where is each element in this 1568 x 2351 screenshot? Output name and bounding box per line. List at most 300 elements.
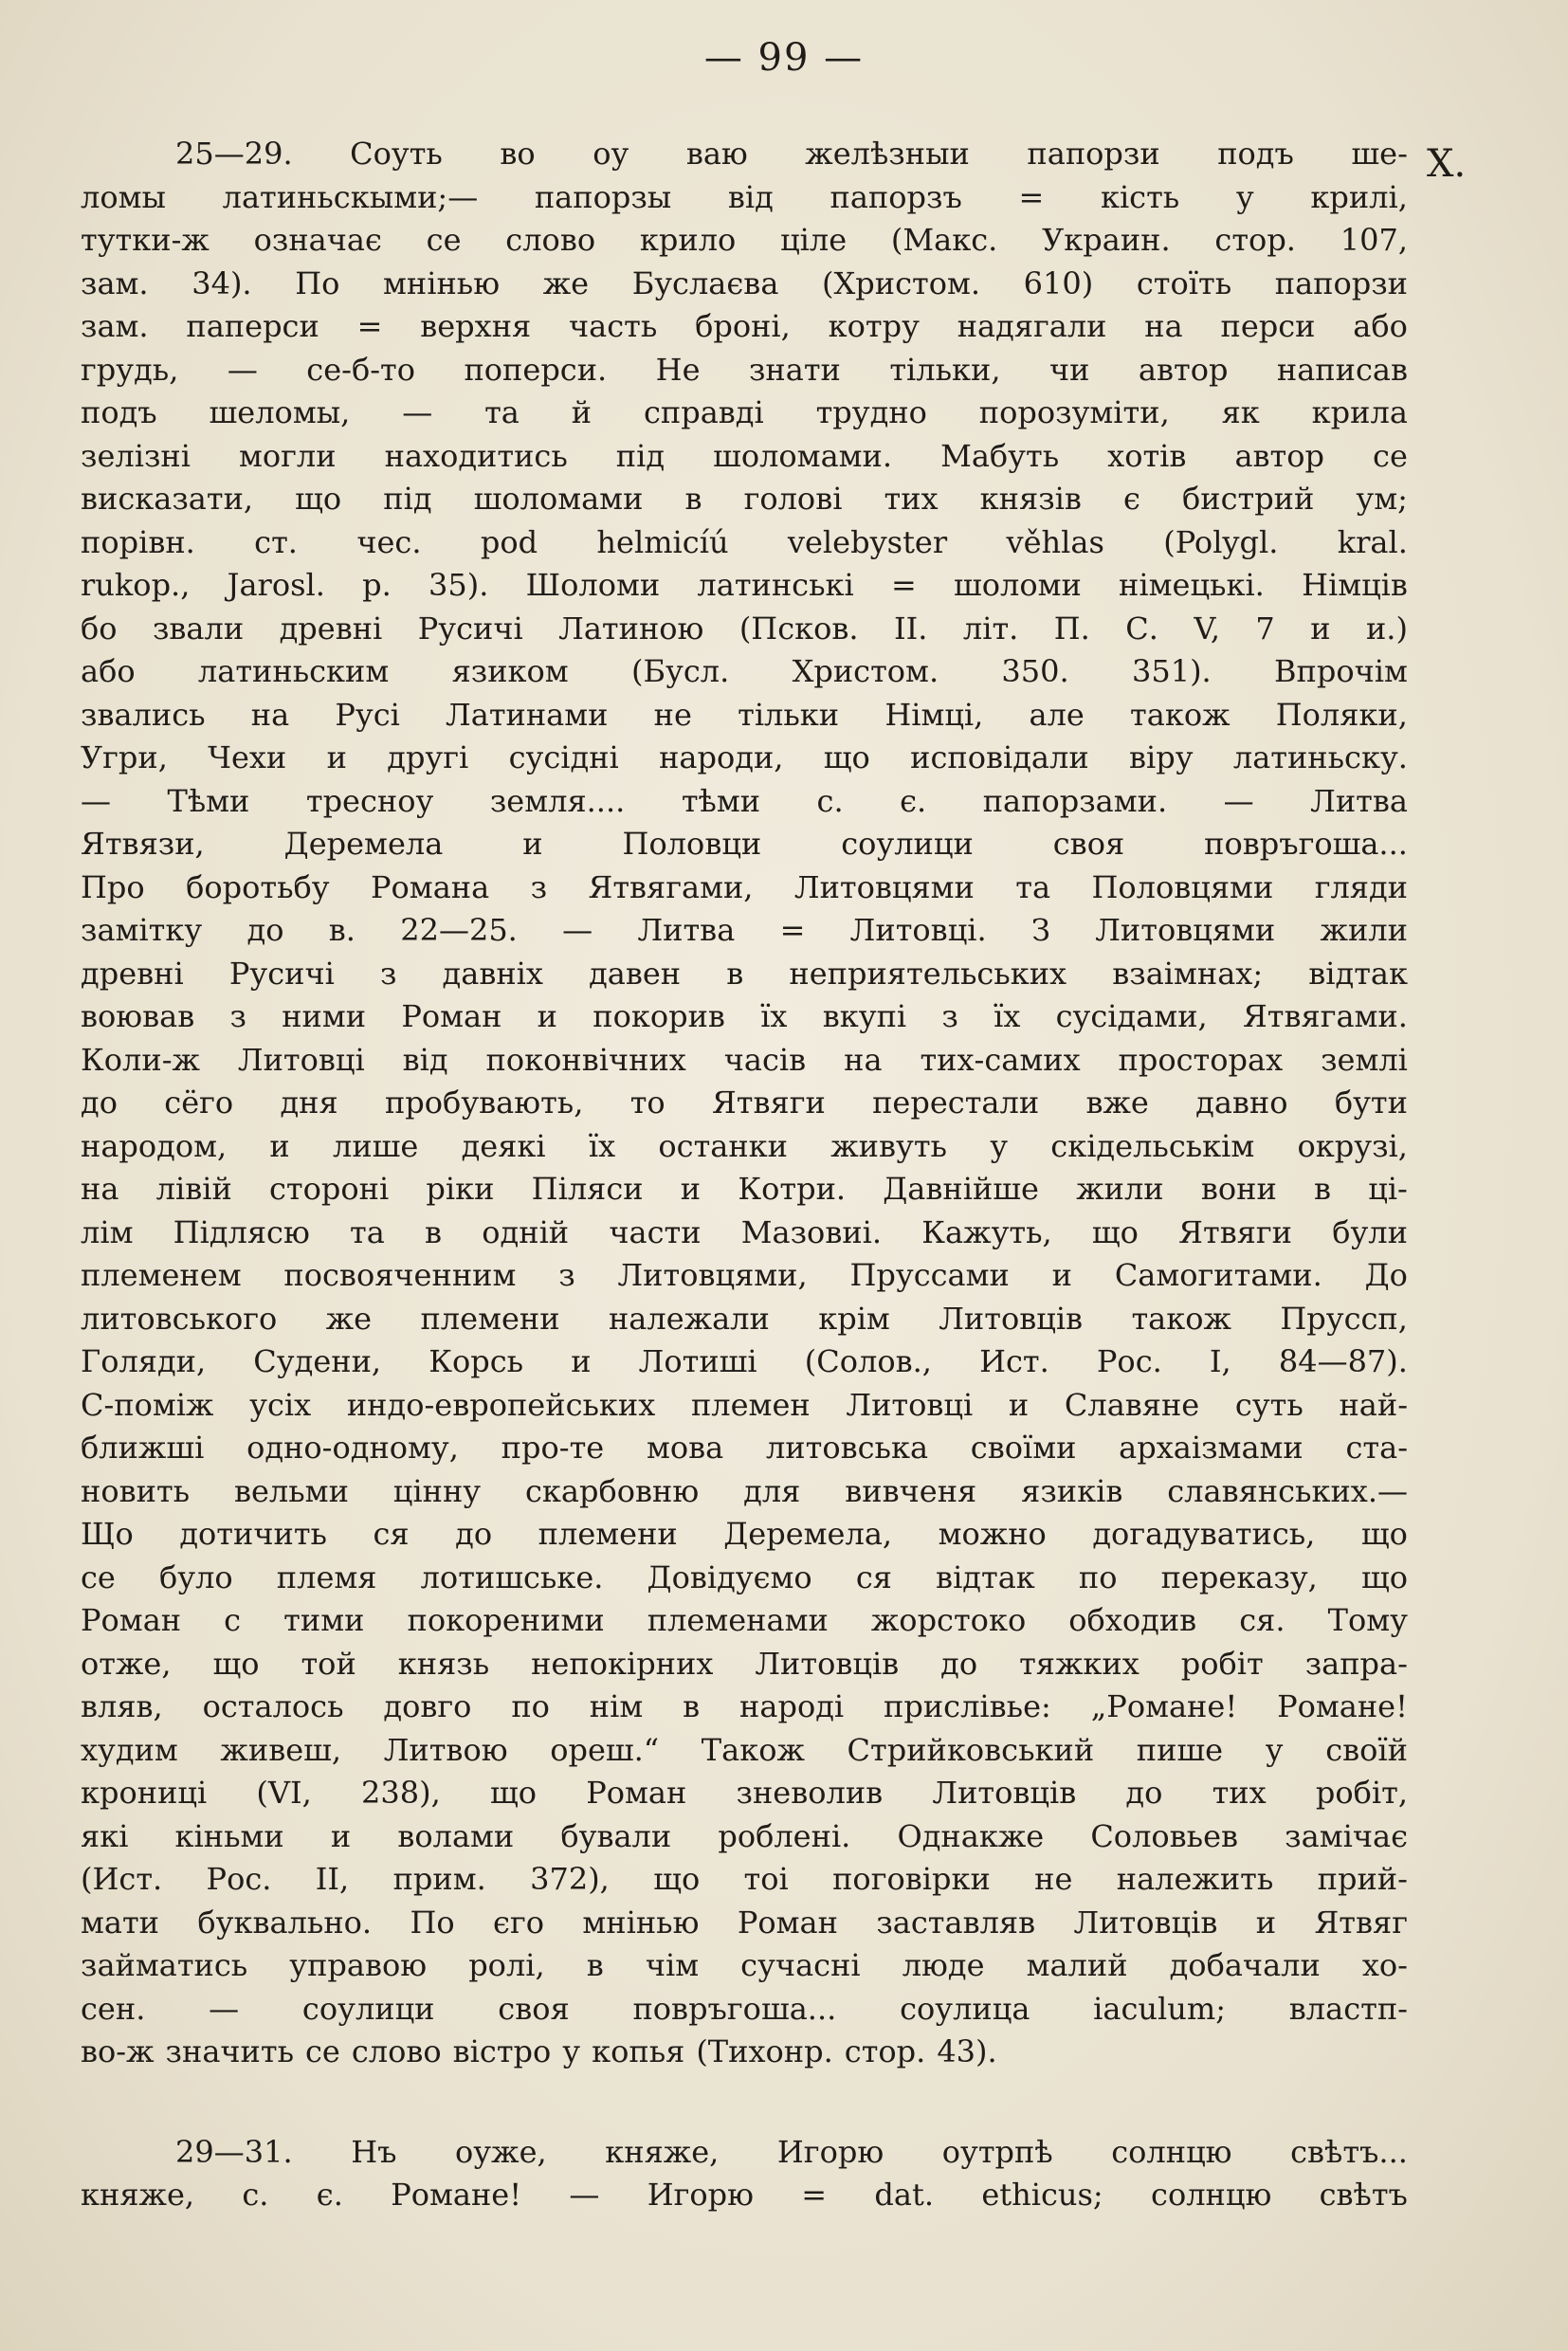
word: покореними	[407, 1602, 605, 1638]
word: По	[410, 1904, 455, 1941]
word: и	[1008, 1386, 1030, 1423]
word: кіньми	[174, 1817, 284, 1854]
word: своя	[1052, 826, 1125, 862]
text-line	[81, 136, 1408, 179]
word: подъ	[81, 394, 157, 430]
text-line	[81, 1171, 1408, 1214]
word: 238),	[361, 1775, 441, 1811]
word: věhlas	[1006, 523, 1104, 560]
word: I,	[1209, 1343, 1231, 1379]
text-line	[81, 826, 1408, 869]
word: Литовці	[237, 1041, 365, 1078]
word: желѣзныи	[805, 136, 970, 172]
word: Однакже	[897, 1817, 1045, 1854]
word: Буслаєва	[631, 264, 779, 301]
word: окрузі,	[1297, 1127, 1408, 1164]
word: бистрий	[1181, 481, 1315, 517]
word: во	[500, 136, 536, 172]
word: усіх	[249, 1386, 312, 1423]
word: Литовців	[1073, 1904, 1218, 1941]
word: паперси	[186, 308, 319, 344]
word: ethicus;	[981, 2177, 1103, 2213]
word: Мабуть	[940, 437, 1060, 474]
word: сучасні	[740, 1947, 861, 1983]
word: племени	[420, 1300, 560, 1337]
word: скідельськім	[1050, 1127, 1255, 1164]
word: Тѣми	[167, 782, 250, 819]
word: живеш,	[220, 1731, 342, 1768]
word: (Солов.,	[804, 1343, 932, 1379]
text-line	[81, 1516, 1408, 1559]
word: Лотиші	[638, 1343, 757, 1379]
word: helmicíú	[596, 523, 729, 560]
word: тѣми	[681, 782, 761, 819]
word: Литовці.	[849, 912, 987, 948]
word: вже	[1085, 1084, 1149, 1121]
word: (Polygl.	[1163, 523, 1279, 560]
word: и	[330, 1817, 352, 1854]
text-line	[81, 1042, 1408, 1085]
word: управою	[289, 1947, 428, 1983]
word: властп-	[1288, 1990, 1408, 2027]
word: Литовцями	[793, 868, 975, 905]
word: мати	[81, 1904, 159, 1941]
word: той	[301, 1645, 356, 1682]
word: але	[1029, 696, 1085, 733]
word: слово	[351, 2033, 442, 2069]
text-line	[81, 1301, 1408, 1344]
word: (Макс.	[890, 222, 998, 258]
word: Довідуємо	[647, 1558, 812, 1595]
word: не	[1034, 1861, 1073, 1897]
word: вляв,	[81, 1688, 163, 1724]
word: у	[990, 1127, 1009, 1164]
word: Рос.	[206, 1861, 272, 1897]
word: солнцю	[1111, 2133, 1232, 2170]
word: соулици	[841, 826, 974, 862]
text-line	[81, 739, 1408, 783]
word: племени	[538, 1516, 678, 1552]
word: II,	[315, 1861, 350, 1897]
word: робіт,	[1315, 1775, 1408, 1811]
word: що	[212, 1645, 260, 1682]
word: князь	[397, 1645, 490, 1682]
text-line	[81, 308, 1408, 352]
word: осталось	[202, 1688, 344, 1724]
word: „Романе!	[1090, 1688, 1238, 1724]
word: хо-	[1361, 1947, 1408, 1983]
word: що	[1360, 1516, 1408, 1552]
word: одній	[482, 1213, 570, 1250]
text-line	[81, 1214, 1408, 1258]
word: (Бусл.	[631, 653, 730, 689]
word: другі	[387, 739, 469, 775]
word: або	[1353, 308, 1408, 344]
text-line	[81, 2177, 1408, 2220]
word: ролі,	[468, 1947, 545, 1983]
word: исповідали	[910, 739, 1089, 775]
word: переказу,	[1160, 1558, 1318, 1595]
word: velebyster	[787, 523, 948, 560]
word: соулици	[301, 1990, 435, 2027]
word: їх	[760, 998, 788, 1034]
word: як	[1221, 394, 1260, 430]
word: скарбовню	[525, 1472, 700, 1509]
word: нім	[589, 1688, 644, 1724]
word: Литовцями,	[617, 1257, 808, 1293]
page-number: — 99 —	[703, 36, 865, 80]
text-line	[81, 697, 1408, 740]
word: дня	[280, 1084, 338, 1121]
text-line	[81, 1991, 1408, 2034]
word: Jarosl.	[227, 567, 325, 603]
word: Роман	[737, 1904, 838, 1941]
word: 35).	[428, 567, 489, 603]
text-line	[81, 352, 1408, 395]
text-line	[81, 653, 1408, 697]
word: Латиною	[558, 610, 704, 647]
word: и	[269, 1127, 290, 1164]
text-line	[81, 2134, 1408, 2178]
word: народі	[739, 1688, 845, 1724]
word: з	[379, 955, 397, 992]
word: славянських.—	[1167, 1472, 1408, 1509]
text-line	[81, 481, 1408, 524]
word: находитись	[384, 437, 568, 474]
text-line	[81, 394, 1408, 438]
word: тими	[283, 1602, 365, 1638]
word: —	[1223, 782, 1254, 819]
word: с.	[242, 2177, 269, 2213]
word: голові	[743, 481, 843, 517]
word: древні	[279, 610, 383, 647]
word: племя	[276, 1558, 377, 1595]
word: або	[81, 653, 136, 689]
word: 43).	[937, 2033, 997, 2069]
word: висказати,	[81, 481, 254, 517]
word: ріки	[426, 1171, 495, 1207]
word: латиньску.	[1232, 739, 1408, 775]
word: ше-	[1351, 136, 1408, 172]
word: Ятвязи,	[81, 826, 205, 862]
word: dat.	[874, 2177, 935, 2213]
word: латиньскыми;—	[222, 178, 479, 215]
word: можно	[938, 1516, 1047, 1552]
word: ціле	[780, 222, 848, 258]
word: жили	[1076, 1171, 1164, 1207]
word: —	[402, 394, 433, 430]
word: же	[542, 264, 590, 301]
word: тих	[1212, 1775, 1267, 1811]
word: чес.	[356, 523, 422, 560]
word: що	[823, 739, 870, 775]
word: ломы	[81, 178, 166, 215]
word: що	[1091, 1213, 1139, 1250]
word: С.	[1125, 610, 1158, 647]
word: Романе!	[1277, 1688, 1408, 1724]
text-line	[81, 179, 1408, 223]
word: шоломи	[954, 567, 1082, 603]
word: в	[1313, 1171, 1331, 1207]
word: П.	[1053, 610, 1090, 647]
word: означає	[253, 222, 382, 258]
word: Кажуть,	[921, 1213, 1052, 1250]
word: в	[425, 1213, 443, 1250]
word: Литовці	[846, 1386, 974, 1423]
word: Соуть	[350, 136, 443, 172]
word: народом,	[81, 1127, 228, 1164]
text-line	[81, 1646, 1408, 1689]
word: Шоломи	[525, 567, 661, 603]
word: які	[81, 1817, 129, 1854]
word: тоі	[743, 1861, 789, 1897]
word: Украин.	[1042, 222, 1171, 258]
word: Соловьев	[1090, 1817, 1239, 1854]
word: 351).	[1131, 653, 1212, 689]
word: сёго	[164, 1084, 234, 1121]
word: =	[801, 2177, 828, 2213]
word: ста-	[1345, 1430, 1408, 1466]
word: худим	[81, 1731, 178, 1768]
word: сен.	[81, 1990, 146, 2027]
word: крило	[639, 222, 737, 258]
word: запра-	[1304, 1645, 1408, 1682]
word: та	[350, 1213, 385, 1250]
word: шеломы,	[209, 394, 351, 430]
word: С-поміж	[81, 1386, 214, 1423]
word: латиньским	[197, 653, 390, 689]
word: Мазовиі.	[740, 1213, 883, 1250]
word: индо-европейських	[346, 1386, 656, 1423]
word: ореш.“	[550, 1731, 660, 1768]
word: ними	[282, 998, 367, 1034]
word: и	[326, 739, 347, 775]
word: належить	[1116, 1861, 1274, 1897]
word: обходив	[1068, 1602, 1197, 1638]
word: мнінью	[582, 1904, 700, 1941]
word: автор	[1234, 437, 1324, 474]
word: се	[81, 1558, 116, 1595]
word: Ятвяг	[1314, 1904, 1408, 1941]
word: у	[562, 2033, 581, 2069]
word: давен	[589, 955, 682, 992]
word: також	[1131, 1300, 1231, 1337]
word: iaculum;	[1093, 1990, 1226, 2027]
word: Чехи	[208, 739, 287, 775]
word: буквально.	[197, 1904, 373, 1941]
word: мнінью	[383, 264, 501, 301]
word: З	[1030, 912, 1050, 948]
word: и	[522, 826, 543, 862]
word: племенами	[647, 1602, 829, 1638]
word: мова	[646, 1430, 724, 1466]
word: 84—87).	[1278, 1343, 1408, 1379]
word: слово	[505, 222, 596, 258]
word: Давнійше	[883, 1171, 1039, 1207]
word: 350.	[1001, 653, 1069, 689]
word: тих	[884, 481, 939, 517]
word: и	[1255, 1904, 1277, 1941]
word: Роман	[401, 998, 502, 1034]
word: непокірних	[531, 1645, 714, 1682]
word: архаізмами	[1119, 1430, 1304, 1466]
word: и	[537, 998, 557, 1034]
text-line	[81, 222, 1408, 265]
word: воював	[81, 998, 195, 1034]
word: папорзи	[1274, 264, 1408, 301]
word: земля....	[489, 782, 626, 819]
word: =	[1018, 178, 1045, 215]
text-line	[81, 1861, 1408, 1904]
text-line	[81, 1084, 1408, 1128]
text-line	[81, 1732, 1408, 1776]
text-line	[81, 567, 1408, 611]
text-line	[81, 956, 1408, 999]
word: написав	[1276, 351, 1408, 388]
word: литовська	[765, 1430, 929, 1466]
word: се-б-то	[306, 351, 415, 388]
word: же	[325, 1300, 373, 1337]
word: лише	[332, 1127, 419, 1164]
word: 610)	[1023, 264, 1094, 301]
word: и	[1051, 1257, 1072, 1293]
paragraph-gap	[81, 2077, 1408, 2134]
margin-mark: X.	[1427, 142, 1467, 186]
word: пробувають,	[384, 1084, 584, 1121]
word: папорзами.	[982, 782, 1168, 819]
word: папорзъ	[830, 178, 962, 215]
word: —	[562, 912, 593, 948]
word: V,	[1194, 610, 1220, 647]
word: Славяне	[1064, 1386, 1200, 1423]
word: —	[227, 351, 258, 388]
word: цінну	[392, 1472, 482, 1509]
text-line	[81, 524, 1408, 568]
word: Русичі	[417, 610, 523, 647]
text-line	[81, 265, 1408, 309]
word: Христом.	[792, 653, 939, 689]
word: дотичить	[179, 1516, 327, 1552]
word: поговірки	[832, 1861, 991, 1897]
word: се	[305, 2033, 340, 2069]
word: віру	[1128, 739, 1194, 775]
word: Пруссами	[849, 1257, 1010, 1293]
word: німецькі.	[1119, 567, 1265, 603]
word: на	[250, 696, 290, 733]
word: ваю	[685, 136, 748, 172]
word: крониці	[81, 1775, 208, 1811]
word: с.	[816, 782, 844, 819]
word: ся	[855, 1558, 892, 1595]
word: не	[653, 696, 692, 733]
word: сусідами,	[1055, 998, 1208, 1034]
word: перестали	[872, 1084, 1040, 1121]
word: що	[653, 1861, 701, 1897]
word: ся.	[1239, 1602, 1285, 1638]
word: крила	[1311, 394, 1408, 430]
word: звали	[152, 610, 245, 647]
text-line	[81, 783, 1408, 827]
word: kral.	[1337, 523, 1408, 560]
word: порозуміти,	[978, 394, 1170, 430]
word: лівій	[155, 1171, 232, 1207]
word: =	[356, 308, 383, 344]
text-line	[81, 1387, 1408, 1431]
word: —	[81, 782, 111, 819]
word: замічає	[1285, 1817, 1408, 1854]
word: відтак	[936, 1558, 1035, 1595]
word: прим.	[392, 1861, 486, 1897]
word: у	[1235, 178, 1254, 215]
word: Німців	[1302, 567, 1408, 603]
word: и	[571, 1343, 592, 1379]
word: від	[727, 178, 774, 215]
word: во-ж	[81, 2033, 155, 2069]
word: відтак	[1308, 955, 1408, 992]
word: заставляв	[876, 1904, 1036, 1941]
word: приcлівье:	[884, 1688, 1051, 1724]
word: оуже,	[455, 2133, 547, 2170]
word: кість	[1100, 178, 1180, 215]
word: тільки	[738, 696, 840, 733]
word: Деремела	[283, 826, 444, 862]
word: є	[1122, 481, 1140, 517]
word: посвояченним	[283, 1257, 517, 1293]
word: Ятвягами.	[1242, 998, 1408, 1034]
word: Литва	[637, 912, 736, 948]
text-line	[81, 1128, 1408, 1172]
word: Половци	[622, 826, 762, 862]
word: II.	[894, 610, 928, 647]
word: що	[489, 1775, 537, 1811]
word: до	[246, 912, 284, 948]
word: с	[224, 1602, 242, 1638]
word: (VI,	[256, 1775, 312, 1811]
word: бували	[560, 1817, 672, 1854]
word: справді	[643, 394, 764, 430]
word: шоломами	[473, 481, 644, 517]
word: та	[484, 394, 520, 430]
word: rukop.,	[81, 567, 191, 603]
word: Деремела,	[723, 1516, 893, 1552]
word: подъ	[1217, 136, 1294, 172]
word: тутки-ж	[81, 222, 210, 258]
word: Угри,	[81, 739, 168, 775]
word: Стрийковський	[847, 1731, 1095, 1768]
word: з	[229, 998, 246, 1034]
word: бути	[1334, 1084, 1408, 1121]
word: соулица	[900, 1990, 1030, 2027]
word: Голяди,	[81, 1343, 207, 1379]
word: й	[571, 394, 593, 430]
word: то	[629, 1084, 665, 1121]
word: до	[940, 1645, 978, 1682]
word: до	[455, 1516, 493, 1552]
word: Пруссп,	[1280, 1300, 1408, 1337]
word: деякі	[461, 1127, 546, 1164]
text-line	[81, 1559, 1408, 1603]
word: Підлясю	[173, 1213, 310, 1250]
word: на	[844, 1041, 883, 1078]
word: Піляси	[531, 1171, 644, 1207]
word: Литовців	[939, 1300, 1084, 1337]
text-line	[81, 1257, 1408, 1301]
text-line	[81, 438, 1408, 482]
word: звались	[81, 696, 206, 733]
word: Ятвяги	[1178, 1213, 1292, 1250]
word: папорзы	[534, 178, 672, 215]
word: крилі,	[1310, 178, 1408, 215]
